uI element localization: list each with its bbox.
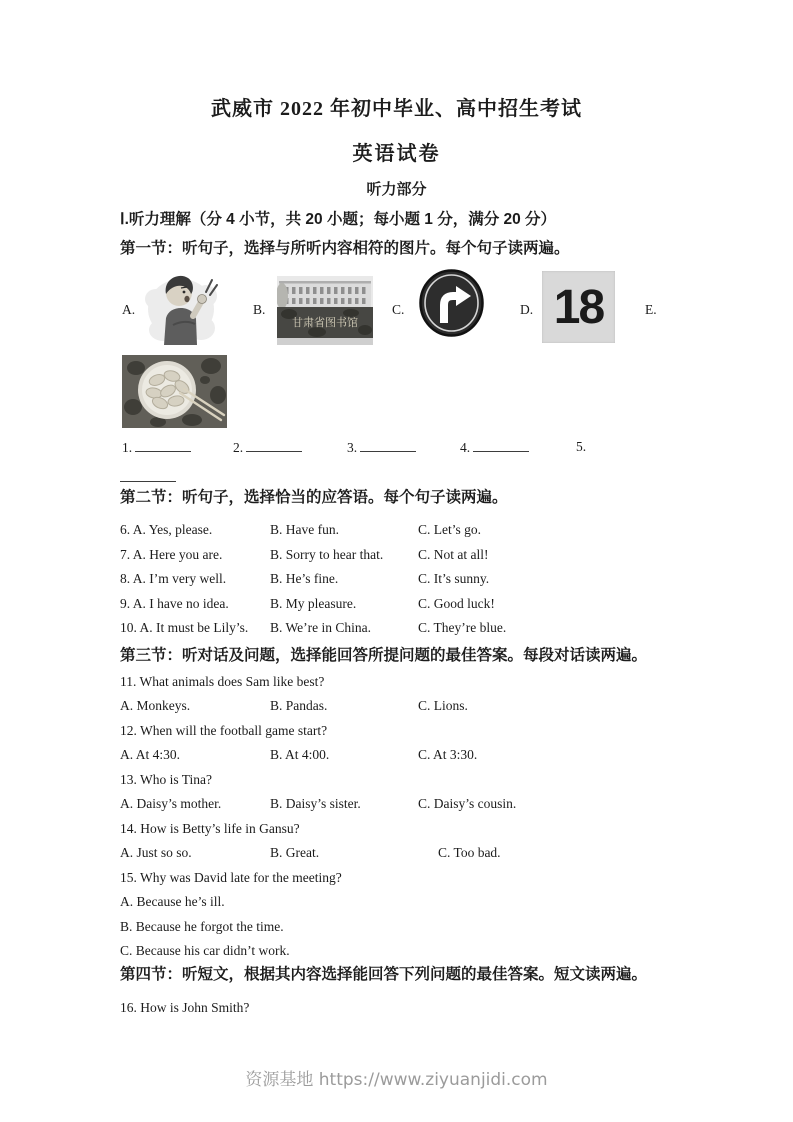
option-label-c: C. [392,302,405,317]
option-cell: A. Monkeys. [120,698,191,713]
listening-part-heading: 听力部分 [366,182,427,198]
option-label-e: E. [645,302,657,317]
part3-heading: 第三节：听对话及问题，选择能回答所提问题的最佳答案。每段对话读两遍。 [120,646,648,664]
option-cell: 8. A. I’m very well. [120,571,227,586]
question-row-6 [120,518,773,543]
question-15-option-c: C. Because his car didn’t work. [120,943,290,958]
answer-blank-line [135,439,191,452]
question-11-options [120,694,773,719]
option-cell: B. Sorry to hear that. [270,546,384,562]
option-cell: B. Have fun. [270,522,339,537]
option-label-b: B. [253,302,266,317]
blank-3: 3. [347,439,416,456]
blank-5: 5. [576,439,587,454]
option-cell: A. Daisy’s mother. [120,796,222,811]
question-row-9 [120,592,773,617]
boy-speaking-image [143,269,220,345]
option-cell: C. Let’s go. [418,522,481,537]
picture-options-row [120,268,773,346]
option-cell: C. They’re blue. [418,620,507,635]
answer-blank-line [246,439,302,452]
blank-4: 4. [460,439,529,456]
option-cell: B. Pandas. [270,698,328,713]
question-row-8 [120,567,773,592]
option-cell: C. Lions. [418,698,468,713]
paper-content [0,209,793,1020]
question-12-options [120,743,773,768]
question-13-options [120,792,773,817]
page-title: 武威市 2022 年初中毕业、高中招生考试 [211,98,582,120]
part1-heading: 第一节：听句子，选择与所听内容相符的图片。每个句子读两遍。 [120,240,570,257]
question-15-option-b: B. Because he forgot the time. [120,918,284,934]
option-label-d: D. [520,302,534,317]
option-cell: B. Great. [270,845,320,860]
blank-5-line-row [120,469,773,485]
part4-heading: 第四节：听短文，根据其内容选择能回答下列问题的最佳答案。短文读两遍。 [120,965,648,983]
library-sign-text: 甘肃省图书馆 [292,317,358,329]
dumplings-image [122,355,227,428]
option-cell: C. Daisy’s cousin. [418,796,517,811]
part2-rows [120,518,773,641]
question-15: 15. Why was David late for the meeting? [120,869,342,885]
blank-1: 1. [122,439,191,456]
option-cell: C. At 3:30. [418,747,478,762]
question-row-10 [120,616,773,641]
dumpling-image-row [120,355,773,428]
option-cell: 9. A. I have no idea. [120,595,229,611]
answer-blank-line [360,439,416,452]
option-cell: A. Just so so. [120,845,192,860]
question-11: 11. What animals does Sam like best? [120,673,325,689]
watermark-footer: 资源基地 https://www.ziyuanjidi.com [245,1070,548,1090]
question-13: 13. Who is Tina? [120,771,213,787]
part2-heading: 第二节：听句子，选择恰当的应答语。每个句子读两遍。 [120,489,508,506]
option-cell: C. Too bad. [438,845,501,860]
library-building-image [277,276,373,345]
question-16: 16. How is John Smith? [120,999,250,1015]
option-cell: B. Daisy’s sister. [270,796,361,811]
option-cell: B. My pleasure. [270,595,357,611]
blank-2: 2. [233,439,302,456]
right-turn-sign-image [418,268,485,338]
question-14-options [120,841,773,866]
option-cell: C. It’s sunny. [418,571,490,586]
option-cell: B. We’re in China. [270,620,372,635]
question-12: 12. When will the football game start? [120,722,328,738]
option-cell: 6. A. Yes, please. [120,522,213,537]
option-cell: 10. A. It must be Lily’s. [120,620,249,635]
option-cell: B. At 4:00. [270,747,330,762]
option-cell: C. Good luck! [418,595,495,611]
answer-blank-line [473,439,529,452]
question-row-7 [120,543,773,568]
number-18-image: 18 [542,271,615,343]
question-15-option-a: A. Because he’s ill. [120,894,225,909]
option-cell: A. At 4:30. [120,747,181,762]
option-cell: C. Not at all! [418,546,489,562]
answer-blank-line [120,469,176,482]
option-cell: B. He’s fine. [270,571,339,586]
paper-subtitle: 英语试卷 [352,143,441,165]
option-cell: 7. A. Here you are. [120,546,223,562]
option-label-a: A. [122,302,136,317]
section1-heading: Ⅰ.听力理解（分 4 小节，共 20 小题；每小题 1 分，满分 20 分） [120,211,557,228]
question-14: 14. How is Betty’s life in Gansu? [120,820,300,836]
part3-rows [120,670,773,964]
answer-blanks-row [120,439,773,456]
